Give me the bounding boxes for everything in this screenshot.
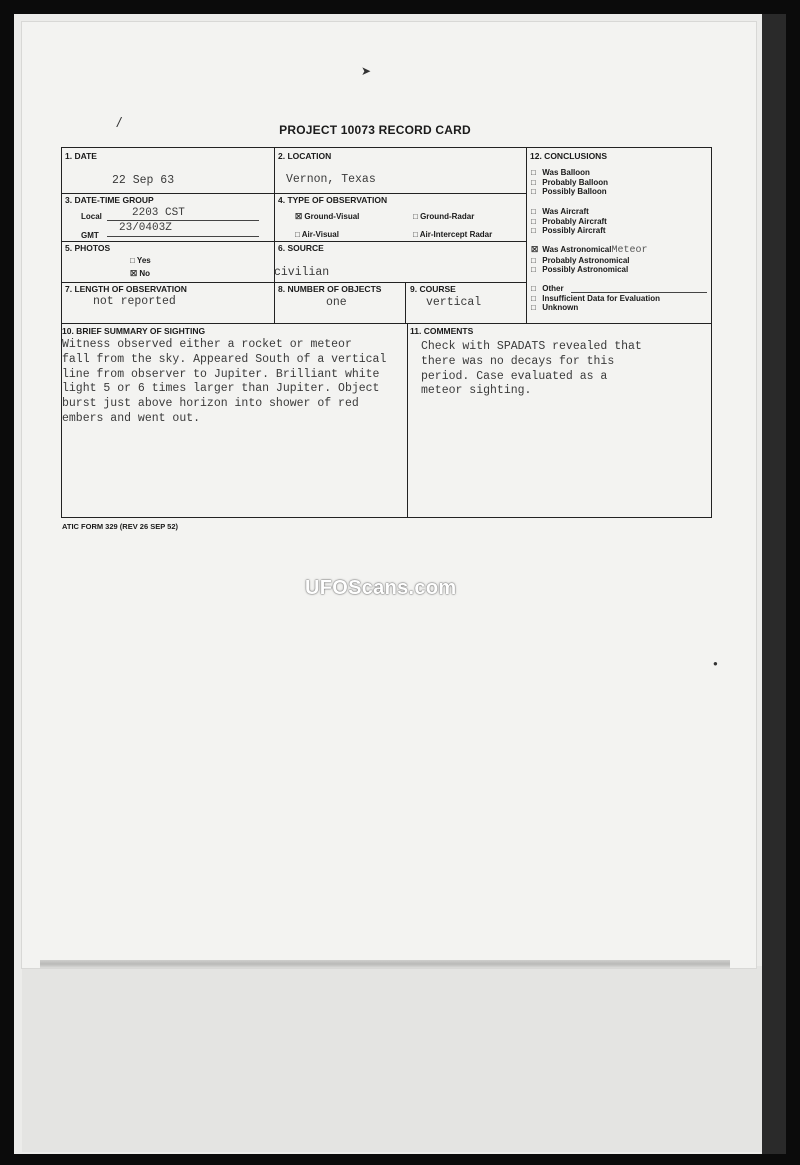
date-label: 1. DATE <box>65 151 97 161</box>
photos-label: 5. PHOTOS <box>65 243 111 253</box>
card-title: PROJECT 10073 RECORD CARD <box>279 123 471 137</box>
scan-edge <box>762 14 786 1154</box>
number-of-objects-label: 8. NUMBER OF OBJECTS <box>278 284 382 294</box>
stray-mark: ➤ <box>361 64 372 78</box>
gmt-label: GMT <box>81 231 99 240</box>
checkbox-icon: □ <box>531 226 536 236</box>
type-of-observation-label: 4. TYPE OF OBSERVATION <box>278 195 388 205</box>
length-value: not reported <box>93 295 176 308</box>
checkbox-icon: □ <box>531 177 536 187</box>
option-air-intercept-radar: □ Air-Intercept Radar <box>413 230 493 239</box>
date-time-group-label: 3. DATE-TIME GROUP <box>65 195 154 205</box>
record-card <box>61 147 712 518</box>
conclusions-label: 12. CONCLUSIONS <box>530 151 607 161</box>
option-ground-visual: ☒ Ground-Visual <box>295 212 360 221</box>
course-label: 9. COURSE <box>410 284 456 294</box>
watermark: UFOScans.com <box>305 577 457 599</box>
summary-label: 10. BRIEF SUMMARY OF SIGHTING <box>62 326 206 336</box>
stray-pen-mark: / <box>117 114 121 130</box>
course-value: vertical <box>426 296 482 309</box>
photos-no: ☒ No <box>130 269 151 278</box>
checkbox-icon: □ <box>531 303 536 313</box>
photos-yes: □ Yes <box>130 256 151 265</box>
checked-box-icon: ☒ <box>130 269 138 278</box>
summary-text: Witness observed either a rocket or meteor fall from the sky. Appeared South of a vertical line from observer to Jupiter. Brilliant white light 5 or 6 times larger than Jupiter. Object burst just above horizon into shower of red embers and went out. <box>62 338 387 425</box>
checkbox-icon: □ <box>531 168 536 177</box>
conclusions-group-astronomical: ☒ Was AstronomicalMeteor □ Probably Astronomical □ Possibly Astronomical <box>531 245 648 275</box>
location-value: Vernon, Texas <box>286 173 376 186</box>
checkbox-icon: □ <box>531 265 536 275</box>
stray-dot: ● <box>713 659 718 668</box>
length-label: 7. LENGTH OF OBSERVATION <box>65 284 187 294</box>
number-of-objects-value: one <box>326 296 347 309</box>
option-air-visual: □ Air-Visual <box>295 230 339 239</box>
form-id: ATIC FORM 329 (REV 26 SEP 52) <box>62 522 179 531</box>
checkbox-icon: □ <box>531 216 536 226</box>
paper-edge <box>40 960 730 968</box>
checkbox-icon: □ <box>413 212 418 221</box>
source-label: 6. SOURCE <box>278 243 324 253</box>
checked-box-icon: ☒ <box>531 245 539 254</box>
comments-label: 11. COMMENTS <box>410 326 474 336</box>
comments-text: Check with SPADATS revealed that there was no decays for this period. Case evaluated as a meteor sighting. <box>421 340 642 398</box>
gmt-time-value: 23/0403Z <box>119 222 172 234</box>
checked-box-icon: ☒ <box>295 212 303 221</box>
checkbox-icon: □ <box>531 284 536 293</box>
local-label: Local <box>81 212 102 221</box>
conclusions-group-aircraft: □ Was Aircraft □ Probably Aircraft □ Possibly Aircraft <box>531 207 607 236</box>
checkbox-icon: □ <box>531 207 536 216</box>
option-ground-radar: □ Ground-Radar <box>413 212 475 221</box>
local-time-value: 2203 CST <box>132 207 185 219</box>
scan-lower-band <box>22 966 767 1152</box>
checkbox-icon: □ <box>531 187 536 197</box>
checkbox-icon: □ <box>531 293 536 303</box>
source-value: civilian <box>274 266 330 279</box>
checkbox-icon: □ <box>413 230 418 239</box>
date-value: 22 Sep 63 <box>112 174 175 187</box>
handwritten-meteor: Meteor <box>611 245 648 256</box>
checkbox-icon: □ <box>531 255 536 265</box>
location-label: 2. LOCATION <box>278 151 332 161</box>
conclusions-group-other: □ Other □ Insufficient Data for Evaluation □ Unknown <box>531 284 661 313</box>
conclusions-group-balloon: □ Was Balloon □ Probably Balloon □ Possibly Balloon <box>531 168 609 197</box>
checkbox-icon: □ <box>295 230 300 239</box>
checkbox-icon: □ <box>130 256 135 265</box>
